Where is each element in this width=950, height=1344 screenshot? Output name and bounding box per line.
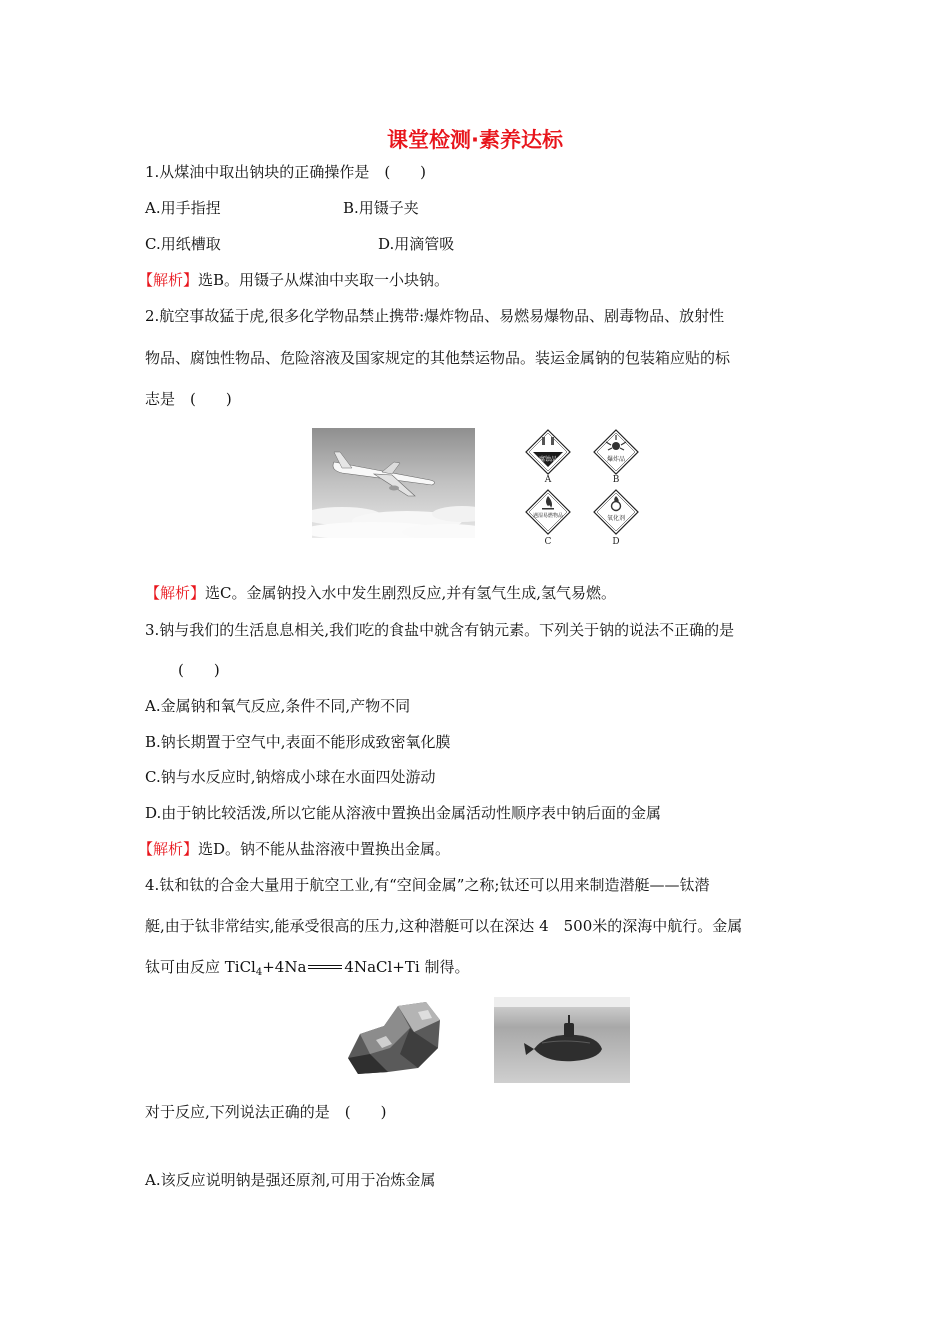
sign-d bbox=[594, 490, 638, 544]
sign-a-letter: A bbox=[544, 475, 552, 485]
q3-option-d: D.由于钠比较活泼,所以它能从溶液中置换出金属活动性顺序表中钠后面的金属 bbox=[145, 804, 662, 822]
sign-c bbox=[526, 490, 570, 544]
sign-d-text: 氧化剂 bbox=[606, 515, 626, 522]
q4-formula-subscript: 4 bbox=[255, 967, 263, 978]
analysis-tag: 【解析】 bbox=[138, 840, 199, 858]
analysis-tag: 【解析】 bbox=[145, 584, 206, 602]
q4-formula-na: +4Na bbox=[262, 958, 307, 976]
q3-option-c: C.钠与水反应时,钠熔成小球在水面四处游动 bbox=[145, 768, 436, 786]
q4-line-2: 艇,由于钛非常结实,能承受很高的压力,这种潜艇可以在深达 4 500米的深海中航行。金属 bbox=[145, 917, 743, 935]
q1-option-a: A.用手指捏 bbox=[145, 199, 221, 217]
page-title: 课堂检测·素养达标 bbox=[387, 128, 563, 152]
q4-line-3 bbox=[145, 957, 469, 977]
hazard-signs-figure bbox=[524, 428, 640, 544]
sign-b-text: 爆炸品 bbox=[606, 456, 626, 463]
reaction-equals-sign bbox=[306, 957, 344, 977]
q2-analysis bbox=[145, 583, 616, 603]
analysis-tag: 【解析】 bbox=[138, 271, 199, 289]
sign-b bbox=[594, 430, 638, 485]
q1-answer: 选B。用镊子从煤油中夹取一小块钠。 bbox=[198, 271, 450, 289]
q4-option-a: A.该反应说明钠是强还原剂,可用于冶炼金属 bbox=[145, 1171, 436, 1189]
q1-analysis bbox=[138, 270, 449, 290]
sign-a-text: 腐蚀品 bbox=[538, 456, 558, 463]
q2-line-1: 2.航空事故猛于虎,很多化学物品禁止携带:爆炸物品、易燃易爆物品、剧毒物品、放射性 bbox=[145, 307, 725, 325]
sign-c-text: 遇湿易燃物品 bbox=[532, 513, 564, 519]
q2-line-3: 志是 ( ) bbox=[145, 390, 232, 408]
q4-line-1: 4.钛和钛的合金大量用于航空工业,有“空间金属”之称;钛还可以用来制造潜艇——钛潜 bbox=[145, 876, 710, 894]
q1-option-c: C.用纸槽取 bbox=[145, 235, 221, 253]
q4-formula-reactants: 钛可由反应 TiCl bbox=[145, 958, 256, 976]
sign-a bbox=[526, 430, 570, 485]
q4-stem: 对于反应,下列说法正确的是 ( ) bbox=[145, 1103, 387, 1121]
sign-b-letter: B bbox=[612, 475, 620, 485]
q3-line-1: 3.钠与我们的生活息息相关,我们吃的食盐中就含有钠元素。下列关于钠的说法不正确的是 bbox=[145, 621, 735, 639]
q1-stem: 1.从煤油中取出钠块的正确操作是 ( ) bbox=[145, 163, 427, 181]
q4-formula-products: 4NaCl+Ti 制得。 bbox=[344, 958, 470, 976]
q1-option-d: D.用滴管吸 bbox=[378, 235, 455, 253]
q1-option-b: B.用镊子夹 bbox=[343, 199, 419, 217]
airplane-photo bbox=[312, 428, 475, 538]
q2-line-2: 物品、腐蚀性物品、危险溶液及国家规定的其他禁运物品。装运金属钠的包装箱应贴的标 bbox=[145, 349, 731, 367]
q2-answer: 选C。金属钠投入水中发生剧烈反应,并有氢气生成,氢气易燃。 bbox=[205, 584, 617, 602]
submarine-photo bbox=[494, 997, 630, 1083]
q3-answer: 选D。钠不能从盐溶液中置换出金属。 bbox=[198, 840, 451, 858]
sign-c-letter: C bbox=[544, 537, 552, 544]
sign-d-letter: D bbox=[612, 537, 620, 544]
q3-line-2: ( ) bbox=[178, 661, 220, 679]
q3-analysis bbox=[138, 839, 450, 859]
q3-option-a: A.金属钠和氧气反应,条件不同,产物不同 bbox=[145, 697, 411, 715]
q3-option-b: B.钠长期置于空气中,表面不能形成致密氧化膜 bbox=[145, 733, 451, 751]
titanium-ore-photo bbox=[340, 998, 448, 1082]
